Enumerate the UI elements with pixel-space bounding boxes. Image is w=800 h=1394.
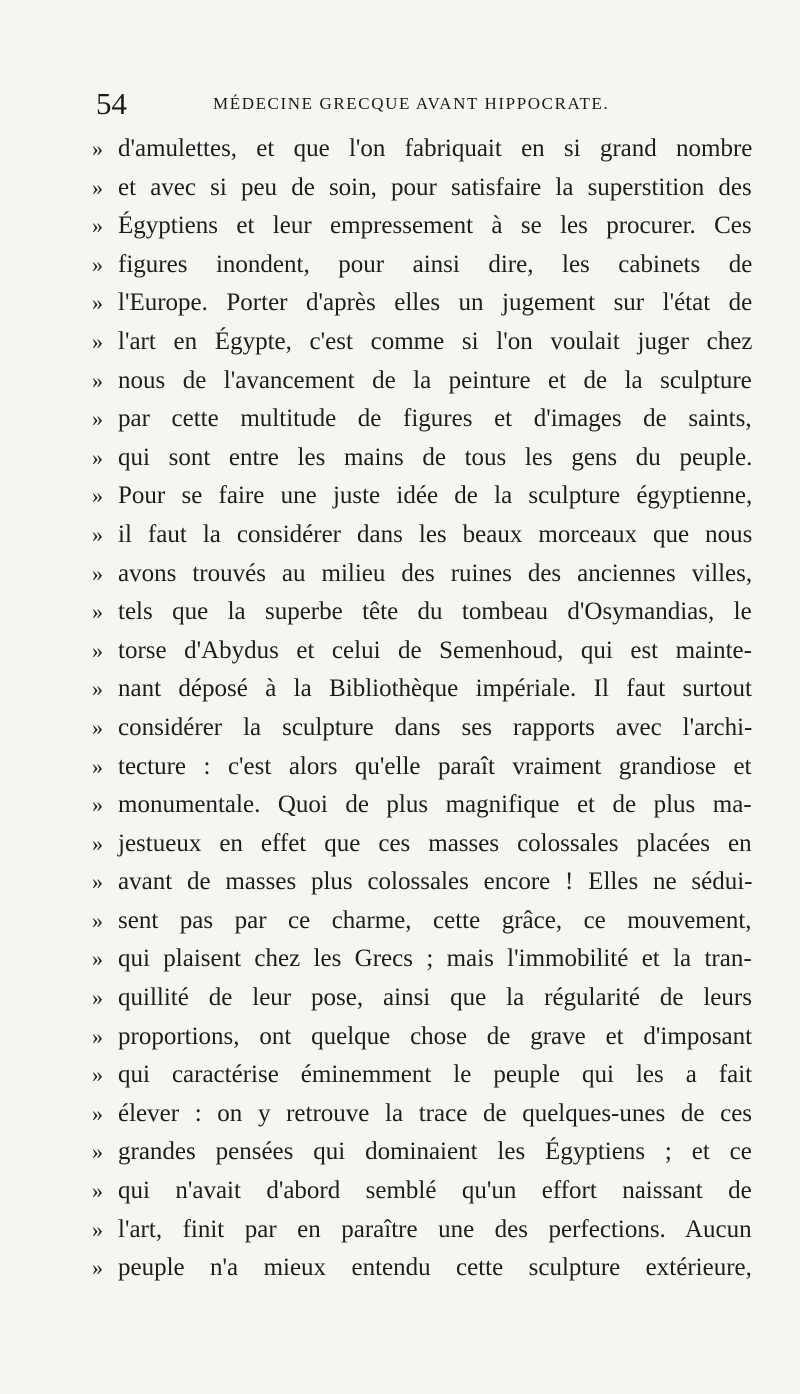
text-line: [92, 670, 752, 709]
text-line: [92, 1018, 752, 1057]
line-text: Égyptiens et leur empressement à se les procurer. Ces: [118, 212, 752, 240]
running-title: MÉDECINE GRECQUE AVANT HIPPOCRATE.: [213, 94, 610, 113]
text-line: [92, 786, 752, 825]
quote-mark: »: [92, 599, 103, 625]
text-line: [92, 1211, 752, 1250]
line-text: l'Europe. Porter d'après elles un jugement sur l'état de: [118, 289, 753, 317]
line-text: l'art en Égypte, c'est comme si l'on voulait juger chez: [118, 327, 753, 355]
text-line: [92, 748, 752, 787]
quote-mark: »: [92, 1216, 103, 1242]
text-line: [92, 284, 752, 323]
line-text: grandes pensées qui dominaient les Égyptiens ; et ce: [118, 1138, 752, 1166]
quote-mark: »: [92, 290, 103, 316]
quote-mark: »: [92, 1023, 103, 1049]
line-text: par cette multitude de figures et d'images de saints,: [118, 405, 752, 433]
quote-mark: »: [92, 406, 103, 432]
quote-mark: »: [92, 869, 103, 895]
line-text: l'art, finit par en paraître une des perfections. Aucun: [118, 1215, 752, 1243]
text-line: [92, 439, 752, 478]
text-line: [92, 130, 752, 169]
quote-mark: »: [92, 714, 103, 740]
line-text: il faut la considérer dans les beaux morceaux que nous: [118, 520, 753, 548]
text-line: [92, 863, 752, 902]
line-text: qui plaisent chez les Grecs ; mais l'immobilité et la tran-: [118, 945, 752, 973]
line-text: nous de l'avancement de la peinture et de la sculpture: [118, 366, 752, 394]
quote-mark: »: [92, 136, 103, 161]
text-line: [92, 1095, 752, 1134]
line-text: tecture : c'est alors qu'elle paraît vraiment grandiose et: [118, 752, 752, 780]
line-text: considérer la sculpture dans ses rapports avec l'archi-: [118, 713, 753, 741]
line-text: peuple n'a mieux entendu cette sculpture extérieure,: [118, 1254, 752, 1282]
text-line: [92, 632, 752, 671]
quote-mark: »: [92, 1062, 103, 1088]
line-text: avons trouvés au milieu des ruines des anciennes villes,: [118, 559, 753, 587]
text-line: [92, 1249, 752, 1288]
text-line: [92, 477, 752, 516]
quote-mark: »: [92, 792, 103, 818]
line-text: torse d'Abydus et celui de Semenhoud, qui est mainte-: [118, 636, 752, 664]
quote-mark: »: [92, 1100, 103, 1126]
page-header: [96, 84, 656, 124]
text-line: [92, 1133, 752, 1172]
text-line: [92, 555, 752, 594]
text-line: [92, 362, 752, 401]
quote-mark: »: [92, 637, 103, 663]
line-text: sent pas par ce charme, cette grâce, ce mouvement,: [118, 906, 752, 934]
text-line: [92, 323, 752, 362]
line-text: d'amulettes, et que l'on fabriquait en si grand nombre: [118, 135, 753, 162]
quote-mark: »: [92, 830, 103, 856]
quote-mark: »: [92, 560, 103, 586]
quote-mark: »: [92, 676, 103, 702]
body-text: [92, 130, 752, 1288]
quote-mark: »: [92, 483, 103, 509]
line-text: avant de masses plus colossales encore ! Elles ne sédui-: [118, 868, 753, 896]
text-line: [92, 400, 752, 439]
text-line: [92, 516, 752, 555]
line-text: Pour se faire une juste idée de la sculpture égyptienne,: [118, 482, 753, 510]
quote-mark: »: [92, 521, 103, 547]
quote-mark: »: [92, 213, 103, 239]
line-text: qui caractérise éminemment le peuple qui les a fait: [118, 1061, 753, 1089]
quote-mark: »: [92, 985, 103, 1011]
quote-mark: »: [92, 1178, 103, 1204]
line-text: tels que la superbe tête du tombeau d'Osymandias, le: [118, 598, 752, 626]
line-text: élever : on y retrouve la trace de quelques-unes de ces: [118, 1099, 753, 1127]
text-line: [92, 1172, 752, 1211]
page-number: 54: [96, 86, 127, 121]
quote-mark: »: [92, 1255, 103, 1281]
text-line: [92, 593, 752, 632]
text-line: [92, 825, 752, 864]
text-line: [92, 246, 752, 285]
line-text: qui n'avait d'abord semblé qu'un effort naissant de: [118, 1177, 752, 1205]
quote-mark: »: [92, 946, 103, 972]
text-line: [92, 902, 752, 941]
line-text: proportions, ont quelque chose de grave et d'imposant: [118, 1022, 753, 1050]
quote-mark: »: [92, 251, 103, 277]
line-text: nant déposé à la Bibliothèque impériale. Il faut surtout: [118, 675, 752, 703]
line-text: monumentale. Quoi de plus magnifique et de plus ma-: [118, 791, 752, 819]
line-text: et avec si peu de soin, pour satisfaire la superstition des: [118, 173, 752, 201]
quote-mark: »: [92, 444, 103, 470]
quote-mark: »: [92, 367, 103, 393]
quote-mark: »: [92, 753, 103, 779]
text-line: [92, 979, 752, 1018]
text-line: [92, 709, 752, 748]
quote-mark: »: [92, 907, 103, 933]
line-text: jestueux en effet que ces masses colossales placées en: [118, 829, 752, 857]
text-line: [92, 940, 752, 979]
quote-mark: »: [92, 1139, 103, 1165]
line-text: quillité de leur pose, ainsi que la régularité de leurs: [118, 984, 752, 1012]
line-text: qui sont entre les mains de tous les gens du peuple.: [118, 443, 753, 471]
text-line: [92, 207, 752, 246]
text-line: [92, 1056, 752, 1095]
text-line: [92, 169, 752, 208]
line-text: figures inondent, pour ainsi dire, les cabinets de: [118, 250, 753, 278]
quote-mark: »: [92, 328, 103, 354]
quote-mark: »: [92, 174, 103, 200]
